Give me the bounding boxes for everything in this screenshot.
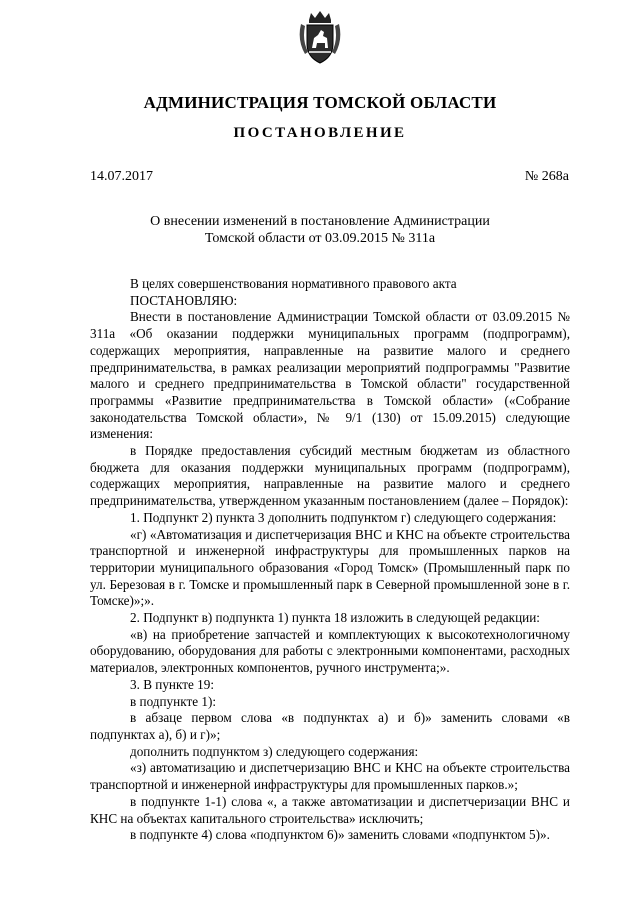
subject-line: О внесении изменений в постановление Администрации: [150, 214, 490, 229]
subject-line: Томской области от 03.09.2015 № 311а: [204, 231, 436, 246]
body-paragraph: «з) автоматизацию и диспетчеризацию ВНС и КНС на объекте строительства транспортной и инженерной инфраструктуры для промышленных парков.»;: [90, 760, 570, 793]
coat-of-arms-icon: [299, 10, 341, 66]
body-paragraph: «г) «Автоматизация и диспетчеризация ВНС и КНС на объекте строительства транспортной и инженерной инфраструктуры для промышленных парков на территории муниципального образования «Город Томск» (Промышленный парк по ул. Березовая в г. Томске и промышленный парк в Северной промышленной зоне в г. Томске)»;».: [90, 526, 570, 609]
body-paragraph: в подпункте 1-1) слова «, а также автоматизации и диспетчеризации ВНС и КНС на объектах капитального строительства» исключить;: [90, 793, 570, 826]
body-paragraph: В целях совершенствования нормативного правового акта: [130, 276, 457, 291]
document-subject: [150, 213, 490, 247]
body-paragraph: в подпункте 1):: [130, 693, 217, 709]
body-paragraph: в абзаце первом слова «в подпунктах а) и б)» заменить словами «в подпунктах а), б) и г)»;: [90, 710, 570, 742]
resolution-word: ПОСТАНОВЛЯЮ:: [130, 292, 238, 308]
body-paragraph: 2. Подпункт в) подпункта 1) пункта 18 изложить в следующей редакции:: [130, 610, 540, 626]
body-paragraph: в подпункте 4) слова «подпунктом 6)» заменить словами «подпунктом 5)».: [130, 827, 550, 843]
document-body: [90, 276, 570, 844]
body-paragraph: «в) на приобретение запчастей и комплектующих к высокотехнологичному оборудованию, оборудования для работы с электронными компонентами, расходных материалов, электронных компонентов, ручного инструмента;».: [90, 626, 570, 676]
body-paragraph: 3. В пункте 19:: [130, 676, 214, 692]
body-paragraph: 1. Подпункт 2) пункта 3 дополнить подпунктом г) следующего содержания:: [130, 509, 557, 525]
body-paragraph: Внести в постановление Администрации Томской области от 03.09.2015 № 311а «Об оказании поддержки муниципальных программ (подпрограмм), содержащих мероприятия, направленные на развитие малого и среднего предпринимательства, в рамках реализации мероприятий подпрограммы "Развитие малого и среднего предпринимательства в Томской области" государственной программы «Развитие предпринимательства в Томской области» («Собрание законодательства Томской области», № 9/1 (130) от 15.09.2015) следующие изменения:: [90, 309, 570, 442]
organization-title: АДМИНИСТРАЦИЯ ТОМСКОЙ ОБЛАСТИ: [143, 93, 497, 112]
body-paragraph: в Порядке предоставления субсидий местным бюджетам из областного бюджета для оказания поддержки муниципальных программ (подпрограмм), содержащих мероприятия, направленные на развитие малого и среднего предпринимательства, утвержденном указанным постановлением (далее – Порядок):: [90, 443, 570, 509]
document-number: № 268а: [524, 169, 569, 184]
document-date: 14.07.2017: [90, 169, 153, 184]
document-type-title: ПОСТАНОВЛЕНИЕ: [233, 125, 407, 141]
body-paragraph: дополнить подпунктом з) следующего содержания:: [130, 743, 419, 759]
